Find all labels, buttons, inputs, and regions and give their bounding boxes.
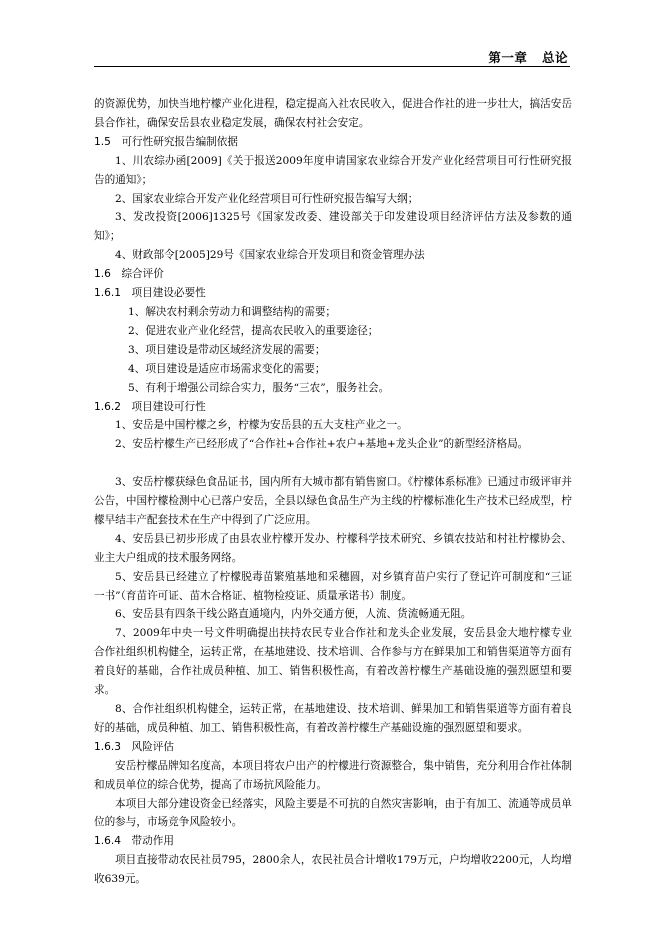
list-item: 4、安岳县已初步形成了由县农业柠檬开发办、柠檬科学技术研究、乡镇农技站和村社柠檬协会、业主大户组成的技术服务网络。 — [94, 532, 572, 564]
subsection-heading: 1.6.2 项目建设可行性 — [94, 400, 206, 413]
list-item: 1、川农综办函[2009]《关于报送2009年度申请国家农业综合开发产业化经营项目可行性研究报告的通知》； — [94, 154, 572, 186]
paragraph: 安岳柠檬品牌知名度高，本项目将农户出产的柠檬进行资源整合，集中销售，充分利用合作社体制和成员单位的综合优势，提高了市场抗风险能力。 — [94, 759, 572, 791]
subsection-heading: 1.6.1 项目建设必要性 — [94, 287, 206, 300]
section-heading: 1.5 可行性研究报告编制依据 — [94, 135, 238, 148]
list-item: 6、安岳县有四条干线公路直通境内，内外交通方便，人流、货流畅通无阻。 — [115, 608, 472, 621]
body-text — [94, 95, 572, 889]
chapter-number: 第一章 — [488, 50, 528, 65]
list-item: 2、促进农业产业化经营，提高农民收入的重要途径； — [128, 324, 379, 337]
list-item: 2、安岳柠檬生产已经形成了“合作社+合作社+农户+基地+龙头企业”的新型经济格局。 — [115, 438, 529, 451]
list-item: 5、安岳县已经建立了柠檬脱毒苗繁殖基地和采穗圆，对乡镇育苗户实行了登记许可制度和“三证一书”（育苗许可证、苗木合格证、植物检疫证、质量承诺书）制度。 — [94, 570, 572, 602]
section-heading: 1.6 综合评价 — [94, 268, 164, 281]
list-item: 5、有利于增强公司综合实力，服务“三农”，服务社会。 — [128, 381, 390, 394]
subsection-heading: 1.6.4 带动作用 — [94, 835, 174, 848]
blank-line — [94, 454, 572, 473]
list-item: 7、2009年中央一号文件明确提出扶持农民专业合作社和龙头企业发展，安岳县金大地柠檬专业合作社组织机构健全，运转正常，在基地建设、技术培训、合作参与方在鲜果加工和销售渠道等方面有着良好的基础，合作社成员种植、加工、销售积极性高，有着改善柠檬生产基础设施的强烈愿望和要求。 — [94, 627, 572, 697]
list-item: 2、国家农业综合开发产业化经营项目可行性研究报告编写大纲； — [115, 192, 419, 205]
paragraph: 本项目大部分建设资金已经落实，风险主要是不可抗的自然灾害影响，由于有加工、流通等成员单位的参与，市场竞争风险较小。 — [94, 797, 572, 829]
header-rule — [94, 66, 570, 67]
list-item: 1、安岳是中国柠檬之乡，柠檬为安岳县的五大支柱产业之一。 — [115, 419, 408, 432]
paragraph: 的资源优势，加快当地柠檬产业化进程，稳定提高入社农民收入，促进合作社的进一步壮大，搞活安岳县合作社，确保安岳县农业稳定发展，确保农村社会安定。 — [94, 98, 572, 129]
list-item: 1、解决农村剩余劳动力和调整结构的需要； — [128, 305, 337, 318]
chapter-title: 总论 — [541, 50, 568, 65]
subsection-heading: 1.6.3 风险评估 — [94, 740, 174, 753]
paragraph: 项目直接带动农民社员795，2800余人，农民社员合计增收179万元，户均增收2200元，人均增收639元。 — [94, 854, 572, 886]
list-item: 8、合作社组织机构健全，运转正常，在基地建设、技术培训、鲜果加工和销售渠道等方面有着良好的基础，成员种植、加工、销售积极性高，有着改善柠檬生产基础设施的强烈愿望和要求。 — [94, 702, 572, 734]
list-item: 3、发改投资[2006]1325号《国家发改委、建设部关于印发建设项目经济评估方法及参数的通知》； — [94, 211, 572, 243]
list-item: 3、安岳柠檬获绿色食品证书，国内所有大城市都有销售窗口。《柠檬体系标准》已通过市级评审并公告，中国柠檬检测中心已落户安岳，全县以绿色食品生产为主线的柠檬标准化生产技术已经成型，柠檬早结丰产配套技术在生产中得到了广泛应用。 — [94, 476, 572, 526]
list-item: 4、财政部令[2005]29号《国家农业综合开发项目和资金管理办法 — [115, 249, 425, 262]
running-header — [94, 48, 568, 66]
list-item: 3、项目建设是带动区域经济发展的需要； — [128, 343, 326, 356]
list-item: 4、项目建设是适应市场需求变化的需要； — [128, 362, 326, 375]
